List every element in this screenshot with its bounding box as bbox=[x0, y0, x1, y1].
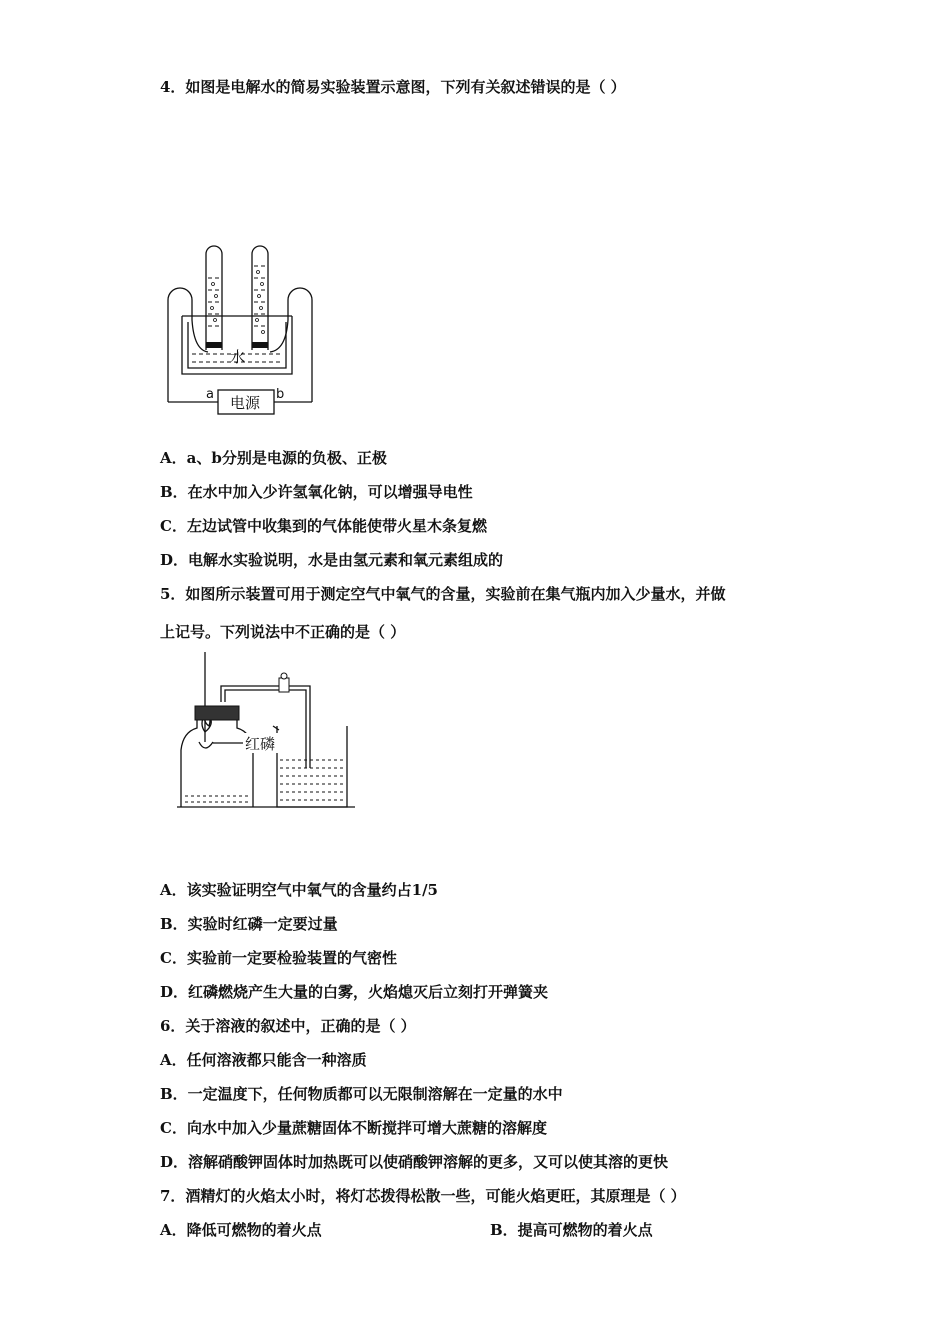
q5-option-c: C．实验前一定要检验装置的气密性 bbox=[160, 949, 397, 967]
q5-option-b: B．实验时红磷一定要过量 bbox=[160, 915, 338, 933]
power-label: 电源 bbox=[230, 394, 261, 412]
red-phosphorus-label: 红磷 bbox=[245, 735, 276, 753]
q4-option-d: D．电解水实验说明，水是由氢元素和氧元素组成的 bbox=[160, 551, 504, 569]
q7-option-a: A．降低可燃物的着火点 bbox=[160, 1221, 322, 1239]
q5-stem-line1: 5．如图所示装置可用于测定空气中氧气的含量，实验前在集气瓶内加入少量水，并做 bbox=[160, 585, 726, 603]
oxygen-measurement-figure bbox=[175, 650, 360, 815]
q4-option-b: B．在水中加入少许氢氧化钠，可以增强导电性 bbox=[160, 483, 473, 501]
a-label: a bbox=[206, 387, 214, 402]
q7-option-b: B．提高可燃物的着火点 bbox=[490, 1221, 653, 1239]
q6-option-b: B．一定温度下，任何物质都可以无限制溶解在一定量的水中 bbox=[160, 1085, 563, 1103]
q5-option-d: D．红磷燃烧产生大量的白雾，火焰熄灭后立刻打开弹簧夹 bbox=[160, 983, 549, 1001]
b-label: b bbox=[276, 387, 285, 402]
q4-option-a: A．a、b分别是电源的负极、正极 bbox=[160, 449, 387, 467]
q6-option-a: A．任何溶液都只能含一种溶质 bbox=[160, 1051, 367, 1069]
q4-stem: 4．如图是电解水的简易实验装置示意图，下列有关叙述错误的是（ ） bbox=[160, 78, 626, 96]
q6-stem: 6．关于溶液的叙述中，正确的是（ ） bbox=[160, 1017, 416, 1035]
q4-option-c: C．左边试管中收集到的气体能使带火星木条复燃 bbox=[160, 517, 487, 535]
q6-option-c: C．向水中加入少量蔗糖固体不断搅拌可增大蔗糖的溶解度 bbox=[160, 1119, 547, 1137]
water-label: 水 bbox=[230, 348, 246, 366]
q5-option-a: A．该实验证明空气中氧气的含量约占1/5 bbox=[160, 881, 438, 899]
electrolysis-figure bbox=[160, 238, 320, 418]
q5-stem-line2: 上记号。下列说法中不正确的是（ ） bbox=[160, 623, 406, 641]
q6-option-d: D．溶解硝酸钾固体时加热既可以使硝酸钾溶解的更多，又可以使其溶的更快 bbox=[160, 1153, 669, 1171]
q7-stem: 7．酒精灯的火焰太小时，将灯芯拨得松散一些，可能火焰更旺，其原理是（ ） bbox=[160, 1187, 686, 1205]
